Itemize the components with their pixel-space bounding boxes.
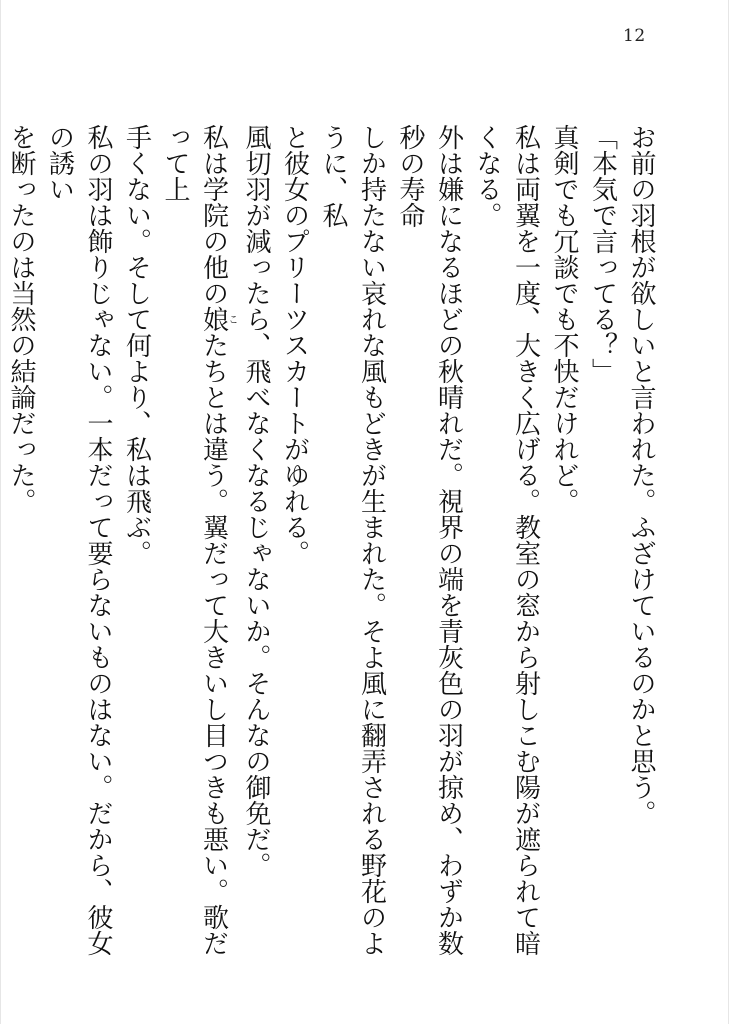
text-line: と彼女のプリーツスカートがゆれる。 [279, 124, 310, 566]
ruby-base: 娘 [198, 306, 229, 332]
page-number: 12 [623, 26, 646, 46]
text-segment: 私は学院の他の [198, 124, 229, 306]
text-line: を断ったのは当然の結論だった。 [6, 124, 36, 514]
text-line-with-ruby [156, 124, 237, 974]
text-segment: たちとは違う。翼だって大きいし目つきも悪い。歌だって上 [160, 124, 229, 956]
text-line: 手くない。そして何より、私は飛ぶ。 [121, 124, 152, 566]
ruby-reading: こ [226, 306, 237, 332]
text-line: 「本気で言ってる？」 [587, 124, 618, 384]
text-line: しか持たない哀れな風もどきが生まれた。そよ風に翻弄される野花のように、私 [318, 124, 387, 956]
text-line: 私の羽は飾りじゃない。一本だって要らないものはない。だから、彼女の誘い [44, 124, 113, 956]
text-line: 私は両翼を一度、大きく広げる。教室の窓から射しこむ陽が遮られて暗くなる。 [472, 124, 541, 956]
text-line: 風切羽が減ったら、飛べなくなるじゃないか。そんなの御免だ。 [241, 124, 271, 878]
ruby-annotation [198, 306, 237, 332]
text-line [0, 124, 2, 974]
text-line: 外は嫌になるほどの秋晴れだ。視界の端を青灰色の羽が掠め、わずか数秒の寿命 [395, 124, 464, 956]
text-line: 真剣でも冗談でも不快だけれど。 [549, 124, 579, 514]
text-line: お前の羽根が欲しいと言われた。ふざけているのかと思う。 [626, 124, 656, 826]
body-text [0, 124, 660, 974]
